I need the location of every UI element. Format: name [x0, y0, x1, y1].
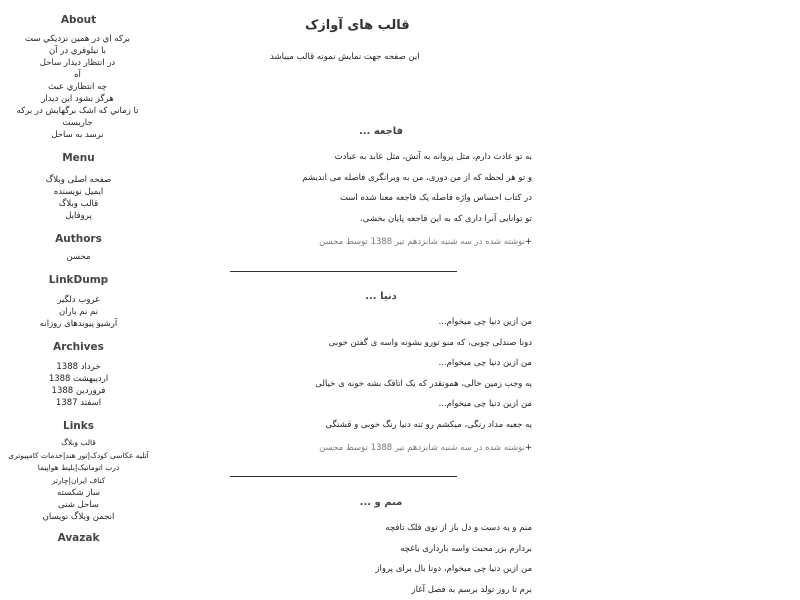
post-meta-text: نوشته شده در سه شنبه شانزدهم تیر 1388 توسط محسن [319, 443, 525, 453]
blog-description: این صفحه جهت نمایش نمونه قالب میباشد [270, 52, 420, 62]
about-line: با نيلوفري در آن [48, 46, 107, 56]
authors-widget [0, 233, 157, 263]
links-link[interactable]: قالب وبلاگ [61, 438, 96, 447]
post-line: به تو عادت دارم، مثل پروانه به آتش، مثل عابد به عبادت [334, 152, 532, 162]
menu-link-profile[interactable]: پروفایل [65, 211, 92, 221]
about-line: آه [74, 70, 81, 80]
post [230, 497, 532, 600]
links-link[interactable]: ساحل شنی [58, 500, 99, 510]
post-line: یه وجب زمین خالی، همونقدر که یک اتاقک بشه خونه ی خیالی [315, 378, 532, 389]
post-permalink[interactable]: + [524, 443, 532, 453]
linkdump-link[interactable]: نم نم باران [58, 307, 99, 317]
post-line: من ازین دنیا چی میخوام... [438, 399, 532, 409]
post-line: یه جعبه مداد رنگی، میکشم رو تنه دنیا رنگ خوبی و قشنگی [325, 419, 532, 430]
post-line: منم و یه دست و دل باز از توی فلک تافچه [385, 523, 532, 533]
about-line: در انتظار ديدار ساحل [39, 58, 116, 68]
post-line: من ازین دنیا چی میخوام، دونا بال برای پرواز [375, 564, 532, 574]
about-line: نرسد به ساحل [51, 130, 104, 140]
archives-title: Archives [53, 341, 104, 353]
post-divider [230, 271, 457, 272]
post [230, 291, 532, 453]
links-link[interactable]: ساز شکسته [56, 488, 101, 498]
post-line: برم تا روز تولد برسم به فصل آغاز [411, 584, 532, 595]
links-link[interactable]: کناف ایران|چارتر [51, 475, 106, 485]
post-line: تو توانایی آنرا داری که به این فاجعه پایان بخشی. [360, 213, 532, 224]
links-link[interactable]: انجمن وبلاگ نویسان [42, 512, 115, 522]
linkdump-link[interactable]: غروب دلگیر [57, 295, 100, 305]
post-meta [230, 443, 532, 453]
linkdump-title: LinkDump [48, 274, 109, 286]
post-line: و تو هر لحظه که از من دوری، من به ویرانگری فاصله می اندیشم [302, 172, 532, 183]
post-divider [230, 476, 457, 477]
menu-link-home[interactable]: صفحه اصلی وبلاگ [45, 175, 112, 185]
sidebar [0, 0, 157, 544]
menu-widget [0, 152, 157, 222]
links-widget [0, 420, 157, 523]
avazak-title: Avazak [57, 532, 100, 544]
post-title[interactable]: منم و ... [359, 497, 403, 508]
archive-link[interactable]: اردیبهشت 1388 [48, 374, 109, 384]
linkdump-widget [0, 274, 157, 330]
post-line: من ازین دنیا چی میخوام... [438, 317, 532, 327]
menu-link-email[interactable]: ایمیل نویسنده [53, 187, 104, 197]
archive-link[interactable]: اسفند 1387 [55, 398, 102, 408]
about-line: هرگز نشود اين ديدار [41, 94, 114, 104]
links-link[interactable]: آتلیه عکاسی کودک|تور هند|خدمات کامپیوتری [8, 450, 149, 460]
post-permalink[interactable]: + [524, 237, 532, 247]
post-line: من ازین دنیا چی میخوام... [438, 358, 532, 368]
links-title: Links [63, 420, 94, 432]
menu-title: Menu [62, 152, 95, 164]
post-title[interactable]: فاجعه ... [358, 126, 404, 137]
avazak-widget [0, 532, 157, 544]
about-title: About [60, 14, 97, 26]
about-line: چه انتظاري عبث [48, 82, 107, 92]
archive-link[interactable]: فروردین 1388 [51, 386, 106, 396]
linkdump-archive-link[interactable]: آرشيو پيوندهای روزانه [39, 319, 118, 329]
about-line: تا زماني که اشک برگهايش در برکه جاريست [16, 106, 139, 128]
author-link[interactable]: محسن [66, 252, 91, 262]
post-line: دونا صندلی چوبی، که منو تورو بشونه واسه ی گفتن خوبی [328, 337, 532, 348]
blog-title[interactable]: قالب های آوازک [305, 18, 410, 33]
links-link[interactable]: درب اتوماتیک|بلیط هواپیما [37, 463, 120, 472]
archives-widget [0, 341, 157, 409]
post-line: بردارم بزر محبت واسه بارداری باغچه [400, 543, 532, 554]
post-meta [230, 237, 532, 247]
post-title[interactable]: دنیا ... [365, 291, 397, 302]
about-widget [0, 0, 157, 141]
menu-link-template[interactable]: قالب وبلاگ [58, 199, 99, 209]
about-line: برکه اي در همين نزديکي ست [25, 34, 130, 44]
about-text [0, 33, 157, 141]
post-line: در کتاب احساس واژه فاصله یک فاجعه معنا شده است [339, 193, 532, 203]
authors-title: Authors [55, 233, 102, 245]
post-meta-text: نوشته شده در سه شنبه شانزدهم تیر 1388 توسط محسن [319, 237, 525, 247]
archive-link[interactable]: خرداد 1388 [56, 362, 101, 372]
post [230, 126, 532, 247]
